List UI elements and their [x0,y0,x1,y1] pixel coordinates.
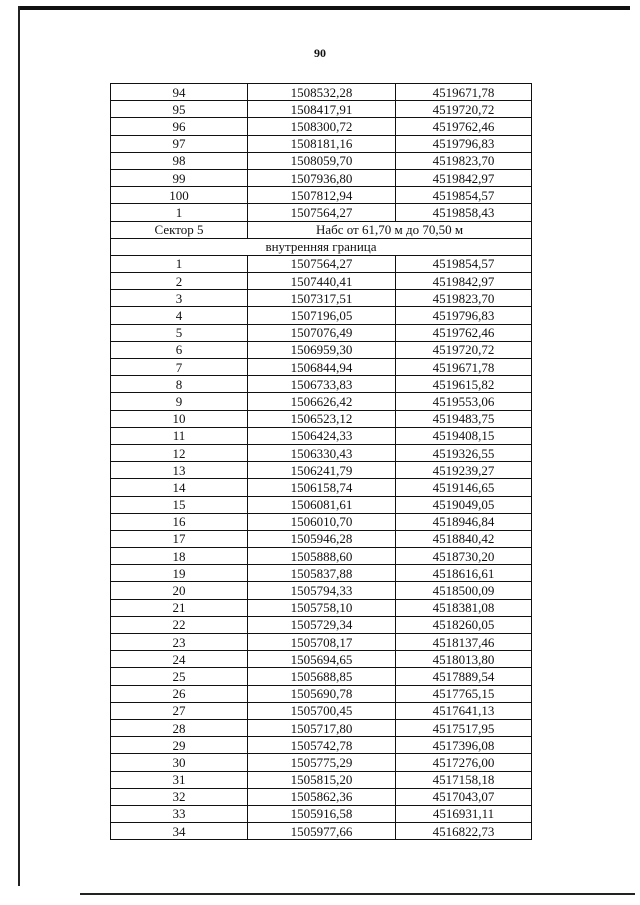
boundary-row [111,238,532,255]
x-coordinate: 1506733,83 [248,376,396,393]
scan-top-edge [18,6,630,10]
table-row [111,754,532,771]
bottom-rows [111,255,532,839]
x-coordinate: 1507936,80 [248,169,396,186]
point-number: 2 [111,273,248,290]
x-coordinate: 1505688,85 [248,668,396,685]
x-coordinate: 1505690,78 [248,685,396,702]
y-coordinate: 4517396,08 [396,737,532,754]
table-row [111,169,532,186]
table-row [111,118,532,135]
point-number: 33 [111,805,248,822]
table-row [111,152,532,169]
table-row [111,582,532,599]
point-number: 9 [111,393,248,410]
table-row [111,84,532,101]
y-coordinate: 4519671,78 [396,84,532,101]
sector-header [111,221,532,255]
x-coordinate: 1507564,27 [248,204,396,221]
y-coordinate: 4516931,11 [396,805,532,822]
table-row [111,771,532,788]
boundary-label: внутренняя граница [111,238,532,255]
x-coordinate: 1506523,12 [248,410,396,427]
top-rows [111,84,532,222]
y-coordinate: 4518500,09 [396,582,532,599]
point-number: 24 [111,651,248,668]
table-row [111,444,532,461]
table-row [111,634,532,651]
y-coordinate: 4517765,15 [396,685,532,702]
y-coordinate: 4519483,75 [396,410,532,427]
table-row [111,668,532,685]
x-coordinate: 1507076,49 [248,324,396,341]
page-number: 90 [314,46,326,60]
y-coordinate: 4517517,95 [396,719,532,736]
x-coordinate: 1506330,43 [248,444,396,461]
x-coordinate: 1508181,16 [248,135,396,152]
y-coordinate: 4518137,46 [396,634,532,651]
y-coordinate: 4518013,80 [396,651,532,668]
table-row [111,479,532,496]
y-coordinate: 4519842,97 [396,169,532,186]
scan-left-edge [18,6,20,886]
y-coordinate: 4519553,06 [396,393,532,410]
y-coordinate: 4519796,83 [396,135,532,152]
table-row [111,702,532,719]
y-coordinate: 4519842,97 [396,273,532,290]
x-coordinate: 1506626,42 [248,393,396,410]
table-row [111,324,532,341]
table-row [111,496,532,513]
point-number: 14 [111,479,248,496]
table-row [111,290,532,307]
point-number: 27 [111,702,248,719]
y-coordinate: 4517276,00 [396,754,532,771]
x-coordinate: 1505862,36 [248,788,396,805]
table-row [111,101,532,118]
y-coordinate: 4519239,27 [396,462,532,479]
table-row [111,410,532,427]
y-coordinate: 4519823,70 [396,152,532,169]
x-coordinate: 1505729,34 [248,616,396,633]
point-number: 21 [111,599,248,616]
x-coordinate: 1508059,70 [248,152,396,169]
x-coordinate: 1505888,60 [248,548,396,565]
point-number: 34 [111,823,248,840]
point-number: 3 [111,290,248,307]
x-coordinate: 1507317,51 [248,290,396,307]
table-row [111,685,532,702]
point-number: 12 [111,444,248,461]
point-number: 18 [111,548,248,565]
y-coordinate: 4517889,54 [396,668,532,685]
y-coordinate: 4518730,20 [396,548,532,565]
table-row [111,187,532,204]
table-row [111,462,532,479]
table-row [111,788,532,805]
point-number: 96 [111,118,248,135]
x-coordinate: 1505815,20 [248,771,396,788]
y-coordinate: 4518946,84 [396,513,532,530]
table-row [111,359,532,376]
x-coordinate: 1505708,17 [248,634,396,651]
point-number: 19 [111,565,248,582]
table-row [111,307,532,324]
sector-row [111,221,532,238]
point-number: 1 [111,204,248,221]
point-number: 13 [111,462,248,479]
table-row [111,427,532,444]
y-coordinate: 4519720,72 [396,101,532,118]
table-row [111,805,532,822]
point-number: 22 [111,616,248,633]
table-row [111,599,532,616]
y-coordinate: 4518840,42 [396,530,532,547]
point-number: 100 [111,187,248,204]
x-coordinate: 1508417,91 [248,101,396,118]
x-coordinate: 1505775,29 [248,754,396,771]
table-row [111,204,532,221]
scan-bottom-edge [80,893,635,895]
table-row [111,616,532,633]
point-number: 7 [111,359,248,376]
table-row [111,341,532,358]
table-row [111,737,532,754]
point-number: 1 [111,255,248,272]
x-coordinate: 1507564,27 [248,255,396,272]
point-number: 16 [111,513,248,530]
point-number: 5 [111,324,248,341]
table-row [111,393,532,410]
point-number: 17 [111,530,248,547]
x-coordinate: 1505694,65 [248,651,396,668]
point-number: 31 [111,771,248,788]
x-coordinate: 1507196,05 [248,307,396,324]
x-coordinate: 1506844,94 [248,359,396,376]
x-coordinate: 1506081,61 [248,496,396,513]
x-coordinate: 1506241,79 [248,462,396,479]
y-coordinate: 4518381,08 [396,599,532,616]
x-coordinate: 1505794,33 [248,582,396,599]
x-coordinate: 1506158,74 [248,479,396,496]
y-coordinate: 4519720,72 [396,341,532,358]
point-number: 94 [111,84,248,101]
x-coordinate: 1506959,30 [248,341,396,358]
table-row [111,719,532,736]
table-row [111,135,532,152]
x-coordinate: 1507440,41 [248,273,396,290]
y-coordinate: 4519049,05 [396,496,532,513]
y-coordinate: 4519854,57 [396,255,532,272]
y-coordinate: 4519408,15 [396,427,532,444]
point-number: 95 [111,101,248,118]
x-coordinate: 1507812,94 [248,187,396,204]
x-coordinate: 1505758,10 [248,599,396,616]
point-number: 30 [111,754,248,771]
y-coordinate: 4518616,61 [396,565,532,582]
point-number: 32 [111,788,248,805]
table-row [111,565,532,582]
y-coordinate: 4519762,46 [396,324,532,341]
point-number: 26 [111,685,248,702]
point-number: 11 [111,427,248,444]
x-coordinate: 1505717,80 [248,719,396,736]
point-number: 25 [111,668,248,685]
point-number: 99 [111,169,248,186]
point-number: 28 [111,719,248,736]
point-number: 23 [111,634,248,651]
point-number: 15 [111,496,248,513]
y-coordinate: 4519823,70 [396,290,532,307]
y-coordinate: 4519615,82 [396,376,532,393]
point-number: 29 [111,737,248,754]
x-coordinate: 1508532,28 [248,84,396,101]
sector-label: Сектор 5 [111,221,248,238]
x-coordinate: 1506010,70 [248,513,396,530]
y-coordinate: 4519858,43 [396,204,532,221]
point-number: 97 [111,135,248,152]
point-number: 10 [111,410,248,427]
table-row [111,513,532,530]
x-coordinate: 1505742,78 [248,737,396,754]
table-row [111,255,532,272]
table-row [111,376,532,393]
y-coordinate: 4519796,83 [396,307,532,324]
point-number: 8 [111,376,248,393]
point-number: 98 [111,152,248,169]
table-row [111,548,532,565]
x-coordinate: 1505837,88 [248,565,396,582]
point-number: 6 [111,341,248,358]
y-coordinate: 4519326,55 [396,444,532,461]
x-coordinate: 1505700,45 [248,702,396,719]
table-row [111,823,532,840]
y-coordinate: 4519854,57 [396,187,532,204]
point-number: 4 [111,307,248,324]
point-number: 20 [111,582,248,599]
y-coordinate: 4519146,65 [396,479,532,496]
sector-height-range: Набс от 61,70 м до 70,50 м [248,221,532,238]
y-coordinate: 4518260,05 [396,616,532,633]
x-coordinate: 1505946,28 [248,530,396,547]
y-coordinate: 4517641,13 [396,702,532,719]
table-row [111,530,532,547]
y-coordinate: 4519762,46 [396,118,532,135]
x-coordinate: 1508300,72 [248,118,396,135]
y-coordinate: 4517158,18 [396,771,532,788]
coordinates-table [110,83,532,840]
x-coordinate: 1505977,66 [248,823,396,840]
x-coordinate: 1505916,58 [248,805,396,822]
x-coordinate: 1506424,33 [248,427,396,444]
table-row [111,273,532,290]
y-coordinate: 4516822,73 [396,823,532,840]
y-coordinate: 4517043,07 [396,788,532,805]
y-coordinate: 4519671,78 [396,359,532,376]
table-row [111,651,532,668]
